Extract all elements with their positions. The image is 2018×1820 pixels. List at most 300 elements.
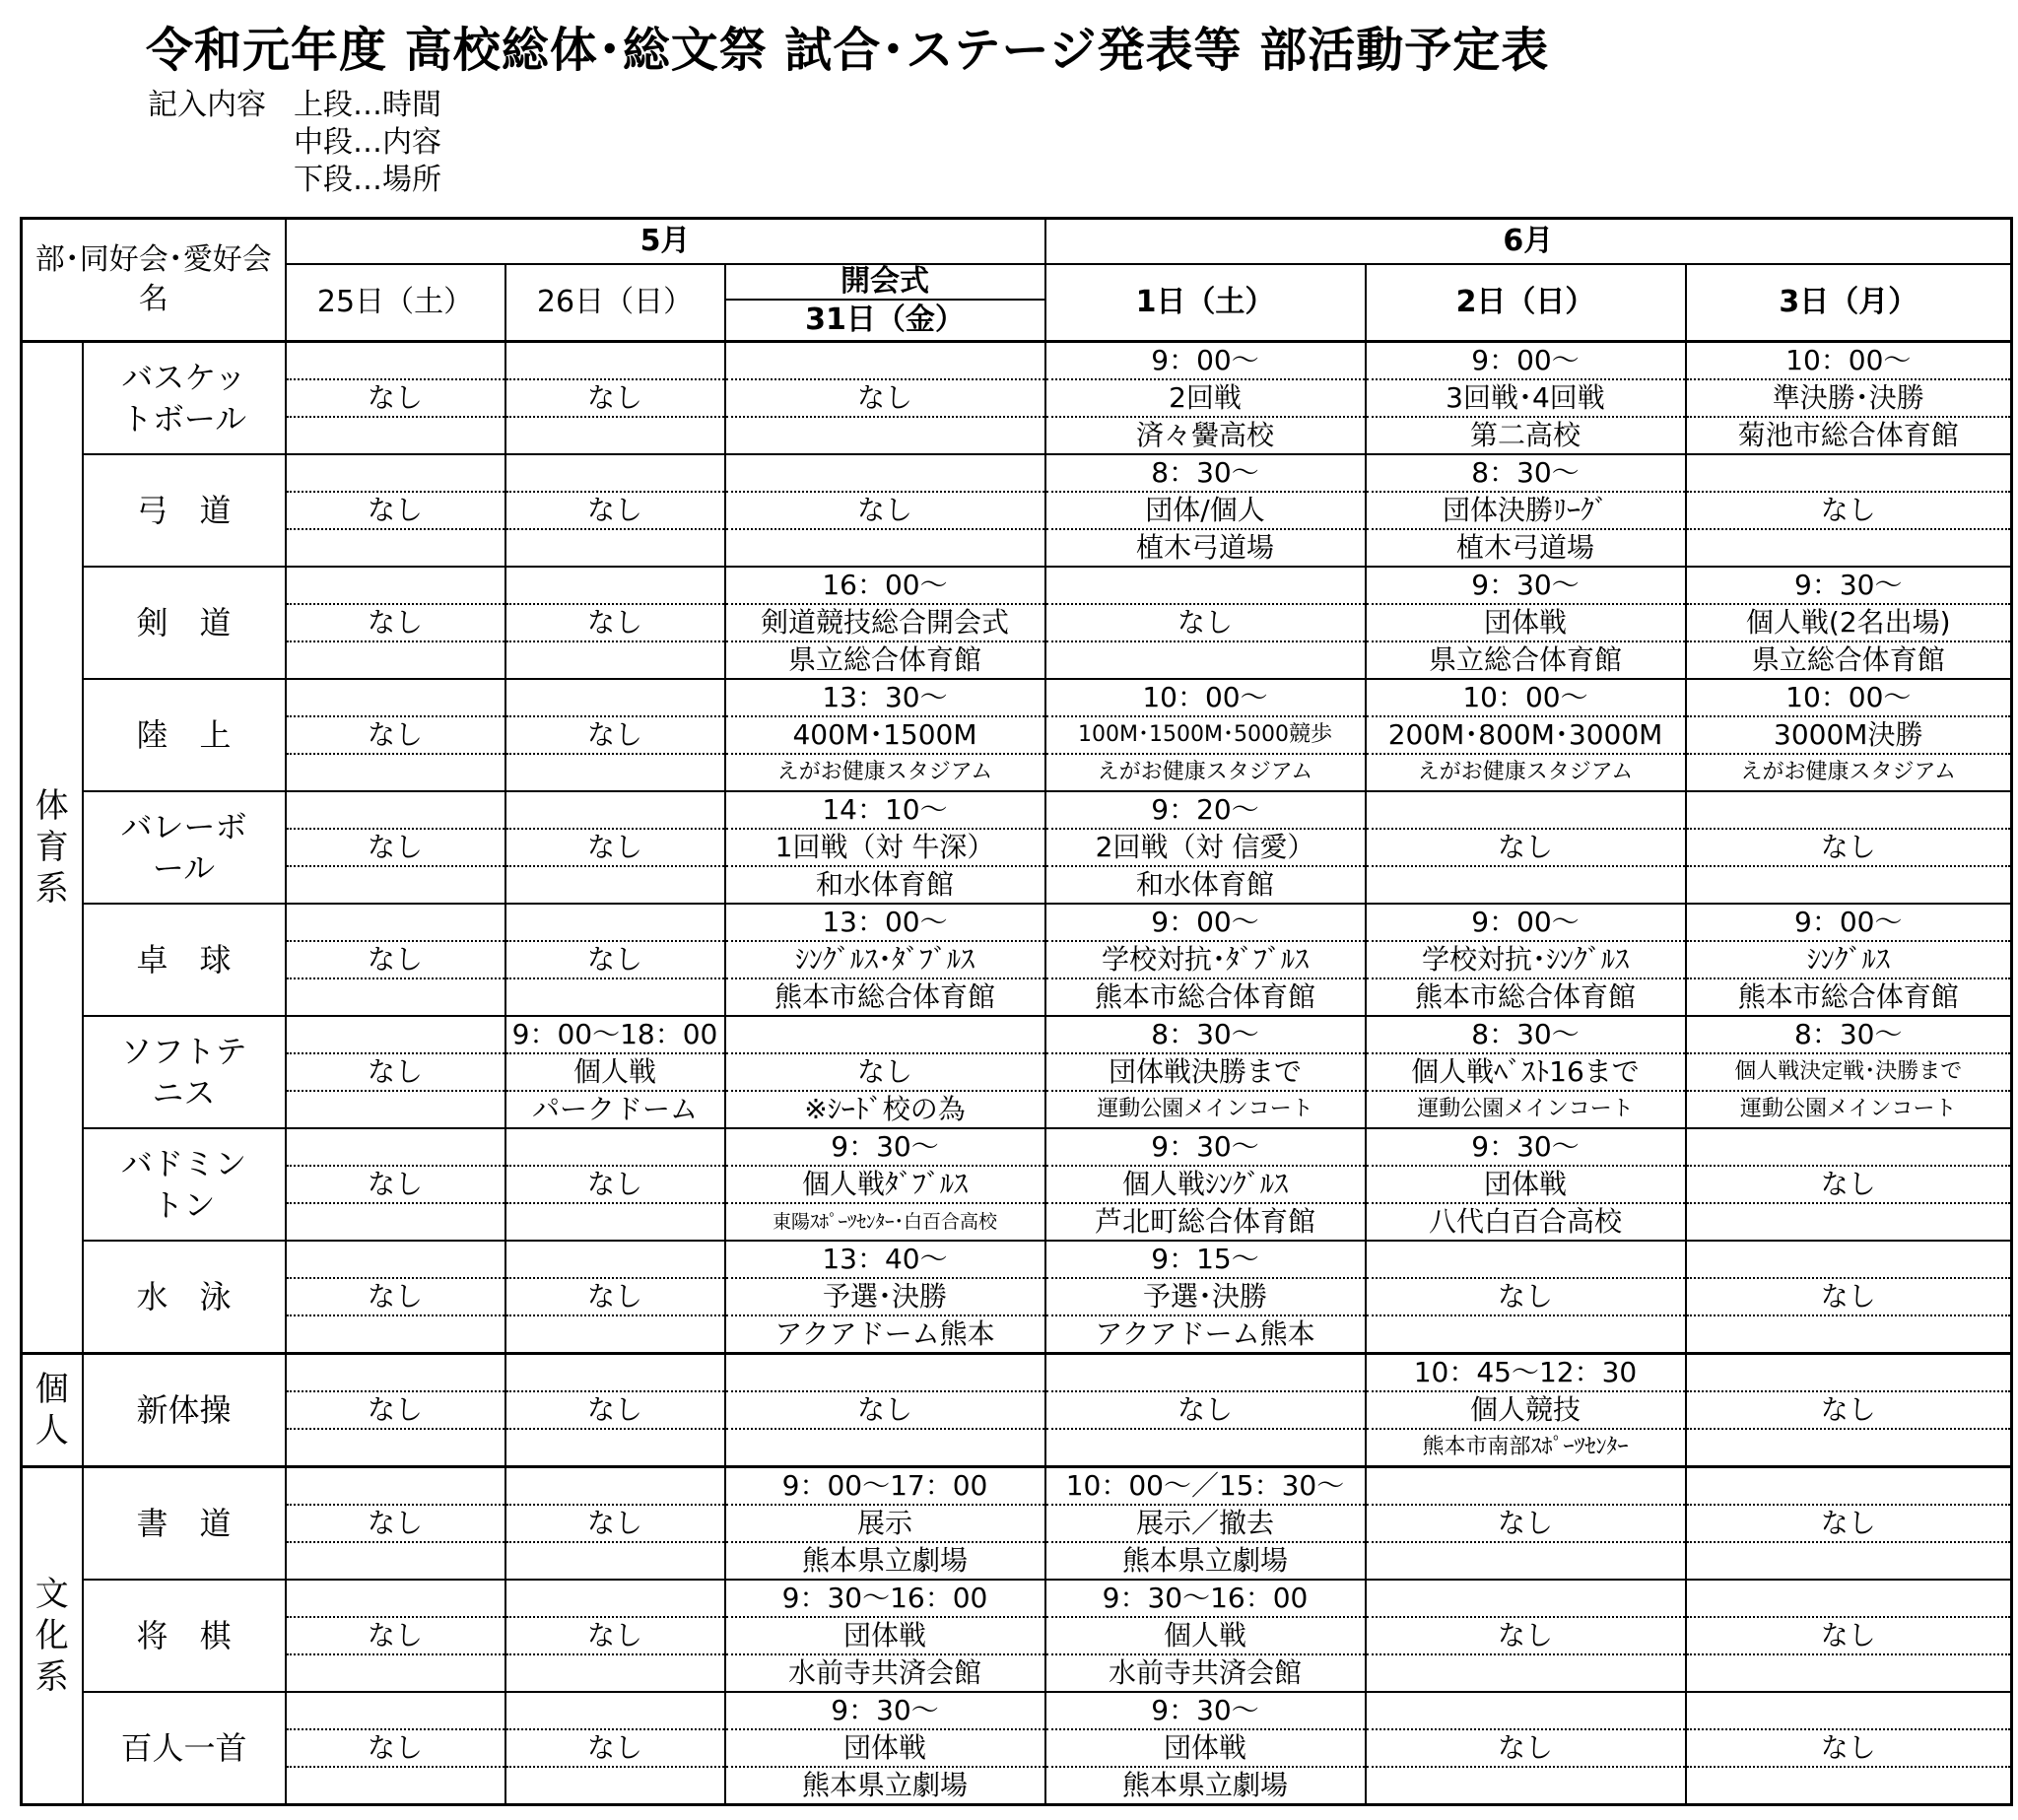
schedule-cell: 展示／撤去 <box>1045 1505 1366 1542</box>
schedule-cell <box>1686 866 2012 904</box>
schedule-cell <box>286 1315 505 1354</box>
schedule-cell: 9：00～ <box>1045 904 1366 941</box>
schedule-cell: 個人戦決定戦･決勝まで <box>1686 1053 2012 1091</box>
schedule-cell: パークドーム <box>505 1091 725 1128</box>
schedule-cell: 熊本県立劇場 <box>725 1542 1045 1580</box>
schedule-cell <box>725 1354 1045 1392</box>
schedule-cell <box>505 641 725 679</box>
schedule-cell: 3回戦･4回戦 <box>1366 379 1686 417</box>
table-row <box>22 941 2012 978</box>
schedule-cell <box>505 1241 725 1278</box>
schedule-cell: なし <box>1045 1391 1366 1429</box>
schedule-cell: なし <box>1366 1617 1686 1654</box>
schedule-cell: 13：30～ <box>725 679 1045 716</box>
schedule-cell <box>725 1016 1045 1053</box>
schedule-cell: アクアドーム熊本 <box>1045 1315 1366 1354</box>
schedule-cell: 東陽ｽﾎﾟｰﾂｾﾝﾀｰ･白百合高校 <box>725 1203 1045 1241</box>
header-month-may: 5月 <box>286 219 1045 265</box>
schedule-cell: なし <box>505 716 725 754</box>
schedule-cell: なし <box>286 1278 505 1315</box>
schedule-cell <box>505 1467 725 1506</box>
schedule-cell <box>286 1580 505 1617</box>
schedule-cell: なし <box>1366 1278 1686 1315</box>
table-row <box>22 1091 2012 1128</box>
schedule-cell: 個人戦(2名出場) <box>1686 604 2012 641</box>
schedule-cell: 9：30～16：00 <box>725 1580 1045 1617</box>
table-row <box>22 1128 2012 1166</box>
schedule-cell: 9：30～ <box>725 1692 1045 1729</box>
club-name: 書 道 <box>83 1467 286 1581</box>
table-row <box>22 1692 2012 1729</box>
legend-head: 記入内容 <box>148 88 266 122</box>
schedule-cell <box>286 1692 505 1729</box>
schedule-cell <box>505 1767 725 1805</box>
schedule-cell: 和水体育館 <box>725 866 1045 904</box>
schedule-cell: 県立総合体育館 <box>1366 641 1686 679</box>
table-row <box>22 1016 2012 1053</box>
table-row <box>22 1429 2012 1467</box>
schedule-cell: 熊本県立劇場 <box>725 1767 1045 1805</box>
schedule-cell <box>1686 1654 2012 1692</box>
table-row <box>22 829 2012 866</box>
schedule-cell <box>286 1091 505 1128</box>
schedule-cell <box>1686 1542 2012 1580</box>
schedule-cell <box>505 1692 725 1729</box>
schedule-cell: 植木弓道場 <box>1366 529 1686 567</box>
schedule-cell: 8：30～ <box>1686 1016 2012 1053</box>
schedule-cell: 1回戦（対 牛深） <box>725 829 1045 866</box>
table-row <box>22 1542 2012 1580</box>
header-day-1: 1日（土） <box>1045 264 1366 342</box>
schedule-cell: アクアドーム熊本 <box>725 1315 1045 1354</box>
schedule-cell <box>1686 454 2012 492</box>
schedule-cell: なし <box>505 379 725 417</box>
schedule-cell <box>286 454 505 492</box>
schedule-cell <box>1686 1580 2012 1617</box>
schedule-cell <box>1045 567 1366 604</box>
schedule-cell: 運動公園メインコート <box>1686 1091 2012 1128</box>
schedule-cell <box>1686 1203 2012 1241</box>
schedule-cell: なし <box>286 1166 505 1203</box>
schedule-cell: 熊本市総合体育館 <box>725 978 1045 1016</box>
category-cell <box>22 1467 83 1805</box>
schedule-cell: えがお健康スタジアム <box>725 754 1045 791</box>
schedule-cell: なし <box>725 379 1045 417</box>
schedule-cell: なし <box>1686 1505 2012 1542</box>
schedule-cell <box>1366 791 1686 829</box>
schedule-cell <box>505 679 725 716</box>
schedule-cell: 個人競技 <box>1366 1391 1686 1429</box>
schedule-cell: なし <box>725 1391 1045 1429</box>
schedule-cell: なし <box>1686 829 2012 866</box>
schedule-cell: 団体戦 <box>725 1729 1045 1767</box>
schedule-cell <box>505 342 725 380</box>
schedule-cell <box>286 978 505 1016</box>
schedule-cell <box>1686 1767 2012 1805</box>
schedule-cell: 八代白百合高校 <box>1366 1203 1686 1241</box>
club-name: 将 棋 <box>83 1580 286 1692</box>
schedule-cell: 400M･1500M <box>725 716 1045 754</box>
schedule-cell <box>1366 1315 1686 1354</box>
schedule-cell <box>725 342 1045 380</box>
schedule-cell <box>1045 1354 1366 1392</box>
table-row <box>22 342 2012 380</box>
schedule-cell: 植木弓道場 <box>1045 529 1366 567</box>
table-row <box>22 679 2012 716</box>
category-label: 体育系 <box>34 786 69 909</box>
club-name: ソフトテニス <box>83 1016 286 1128</box>
schedule-cell: 運動公園メインコート <box>1045 1091 1366 1128</box>
schedule-cell: 9：30～ <box>725 1128 1045 1166</box>
schedule-cell: 14：10～ <box>725 791 1045 829</box>
schedule-cell <box>286 791 505 829</box>
header-club-name: 部･同好会･愛好会名 <box>22 219 286 342</box>
table-row <box>22 1505 2012 1542</box>
table-row <box>22 754 2012 791</box>
schedule-cell <box>505 1429 725 1467</box>
schedule-cell: 10：00～ <box>1686 342 2012 380</box>
legend-item-bottom: 下段…場所 <box>294 163 441 197</box>
schedule-cell <box>286 866 505 904</box>
schedule-cell: なし <box>505 1617 725 1654</box>
schedule-cell <box>505 1315 725 1354</box>
schedule-cell: なし <box>505 941 725 978</box>
table-row <box>22 1315 2012 1354</box>
schedule-cell: なし <box>725 1053 1045 1091</box>
schedule-cell: 熊本市南部ｽﾎﾟｰﾂｾﾝﾀｰ <box>1366 1429 1686 1467</box>
schedule-cell: 10：00～ <box>1366 679 1686 716</box>
schedule-cell: えがお健康スタジアム <box>1366 754 1686 791</box>
page-title: 令和元年度 高校総体･総文祭 試合･ステージ発表等 部活動予定表 <box>146 23 1550 78</box>
schedule-cell: 芦北町総合体育館 <box>1045 1203 1366 1241</box>
schedule-cell: 13：40～ <box>725 1241 1045 1278</box>
schedule-cell <box>1686 1354 2012 1392</box>
header-day-25: 25日（土） <box>286 264 505 342</box>
schedule-cell <box>286 904 505 941</box>
schedule-cell: ｼﾝｸﾞﾙｽ <box>1686 941 2012 978</box>
schedule-cell <box>286 754 505 791</box>
schedule-cell <box>1366 1767 1686 1805</box>
schedule-cell: 済々黌高校 <box>1045 417 1366 454</box>
schedule-cell <box>505 417 725 454</box>
schedule-cell <box>286 417 505 454</box>
schedule-cell: 9：00～ <box>1366 342 1686 380</box>
schedule-cell: なし <box>286 492 505 529</box>
schedule-cell <box>286 1241 505 1278</box>
schedule-cell: 10：00～ <box>1686 679 2012 716</box>
schedule-cell <box>1686 1315 2012 1354</box>
table-row <box>22 978 2012 1016</box>
table-row <box>22 1166 2012 1203</box>
schedule-cell: 予選･決勝 <box>725 1278 1045 1315</box>
schedule-cell: ※ｼｰﾄﾞ校の為 <box>725 1091 1045 1128</box>
schedule-cell: 和水体育館 <box>1045 866 1366 904</box>
table-row <box>22 1354 2012 1392</box>
schedule-cell: 9：30～ <box>1366 567 1686 604</box>
club-name: バレーボール <box>83 791 286 904</box>
schedule-cell: 団体/個人 <box>1045 492 1366 529</box>
schedule-cell: 10：00～ <box>1045 679 1366 716</box>
schedule-cell: なし <box>1366 829 1686 866</box>
schedule-cell: 運動公園メインコート <box>1366 1091 1686 1128</box>
schedule-cell <box>286 1203 505 1241</box>
schedule-cell <box>505 529 725 567</box>
table-row <box>22 567 2012 604</box>
schedule-cell: 熊本市総合体育館 <box>1366 978 1686 1016</box>
schedule-cell <box>286 1542 505 1580</box>
schedule-cell <box>286 1016 505 1053</box>
table-row <box>22 1053 2012 1091</box>
table-row <box>22 492 2012 529</box>
schedule-cell: 9：30～ <box>1686 567 2012 604</box>
schedule-cell: 9：30～ <box>1366 1128 1686 1166</box>
schedule-cell <box>1366 1467 1686 1506</box>
table-row <box>22 604 2012 641</box>
schedule-cell: なし <box>1686 1278 2012 1315</box>
schedule-cell: 個人戦ｼﾝｸﾞﾙｽ <box>1045 1166 1366 1203</box>
header-day-2: 2日（日） <box>1366 264 1686 342</box>
schedule-cell <box>505 1128 725 1166</box>
club-name: バドミントン <box>83 1128 286 1241</box>
club-name: 卓 球 <box>83 904 286 1016</box>
schedule-cell: 県立総合体育館 <box>725 641 1045 679</box>
table-row <box>22 417 2012 454</box>
schedule-cell: 水前寺共済会館 <box>1045 1654 1366 1692</box>
table-row <box>22 716 2012 754</box>
schedule-cell <box>1045 641 1366 679</box>
schedule-cell: 10：00～／15：30～ <box>1045 1467 1366 1506</box>
schedule-cell <box>286 641 505 679</box>
table-row <box>22 454 2012 492</box>
table-row <box>22 641 2012 679</box>
schedule-cell <box>505 791 725 829</box>
schedule-cell: なし <box>1045 604 1366 641</box>
schedule-cell: 予選･決勝 <box>1045 1278 1366 1315</box>
schedule-cell: なし <box>1686 492 2012 529</box>
schedule-cell: 9：30～ <box>1045 1692 1366 1729</box>
schedule-cell: 菊池市総合体育館 <box>1686 417 2012 454</box>
schedule-cell: 個人戦ﾍﾞｽﾄ16まで <box>1366 1053 1686 1091</box>
schedule-cell: 100M･1500M･5000競歩 <box>1045 716 1366 754</box>
schedule-cell: 16：00～ <box>725 567 1045 604</box>
schedule-cell: えがお健康スタジアム <box>1045 754 1366 791</box>
schedule-cell: 200M･800M･3000M <box>1366 716 1686 754</box>
table-row <box>22 1278 2012 1315</box>
schedule-cell <box>505 567 725 604</box>
table-row <box>22 866 2012 904</box>
club-name: バスケットボール <box>83 342 286 455</box>
schedule-cell: なし <box>286 1053 505 1091</box>
schedule-cell <box>1366 1580 1686 1617</box>
club-name: 水 泳 <box>83 1241 286 1354</box>
category-cell <box>22 342 83 1354</box>
schedule-cell <box>1686 529 2012 567</box>
table-row <box>22 1729 2012 1767</box>
schedule-cell: 団体戦 <box>1366 1166 1686 1203</box>
schedule-cell: 9：30～16：00 <box>1045 1580 1366 1617</box>
schedule-cell <box>286 1654 505 1692</box>
schedule-cell: 9：00～ <box>1686 904 2012 941</box>
schedule-cell: なし <box>1686 1729 2012 1767</box>
header-day-3: 3日（月） <box>1686 264 2012 342</box>
schedule-cell: なし <box>505 1729 725 1767</box>
club-name: 百人一首 <box>83 1692 286 1805</box>
table-row <box>22 1203 2012 1241</box>
category-label: 個人 <box>34 1370 69 1450</box>
category-cell <box>22 1354 83 1467</box>
table-row <box>22 379 2012 417</box>
schedule-cell <box>505 1580 725 1617</box>
schedule-cell: なし <box>725 492 1045 529</box>
table-row <box>22 1654 2012 1692</box>
schedule-cell <box>725 1429 1045 1467</box>
legend-item-top: 上段…時間 <box>294 88 441 122</box>
schedule-cell: なし <box>286 1729 505 1767</box>
category-label: 文化系 <box>34 1575 69 1697</box>
schedule-cell <box>286 1354 505 1392</box>
header-day-26: 26日（日） <box>505 264 725 342</box>
schedule-cell: 熊本県立劇場 <box>1045 1542 1366 1580</box>
schedule-cell <box>1366 1542 1686 1580</box>
schedule-cell: なし <box>505 829 725 866</box>
schedule-cell: 団体戦 <box>1366 604 1686 641</box>
header-opening-ceremony: 開会式 <box>725 264 1045 300</box>
schedule-table <box>20 217 2013 1806</box>
schedule-cell: 9：00～ <box>1045 342 1366 380</box>
schedule-cell: 個人戦 <box>1045 1617 1366 1654</box>
legend-item-middle: 中段…内容 <box>294 125 441 160</box>
schedule-cell: 第二高校 <box>1366 417 1686 454</box>
schedule-cell: なし <box>1686 1617 2012 1654</box>
schedule-cell: 9：00～17：00 <box>725 1467 1045 1506</box>
schedule-cell: 団体戦 <box>725 1617 1045 1654</box>
schedule-cell <box>286 1467 505 1506</box>
schedule-cell: 学校対抗･ｼﾝｸﾞﾙｽ <box>1366 941 1686 978</box>
schedule-cell: なし <box>1686 1391 2012 1429</box>
schedule-cell <box>505 1354 725 1392</box>
schedule-cell <box>505 754 725 791</box>
club-name: 剣 道 <box>83 567 286 679</box>
schedule-cell: えがお健康スタジアム <box>1686 754 2012 791</box>
schedule-cell: 熊本市総合体育館 <box>1045 978 1366 1016</box>
header-month-june: 6月 <box>1045 219 2012 265</box>
table-row <box>22 791 2012 829</box>
schedule-cell <box>1686 1128 2012 1166</box>
schedule-cell: 2回戦 <box>1045 379 1366 417</box>
schedule-cell <box>1686 1692 2012 1729</box>
schedule-cell: 水前寺共済会館 <box>725 1654 1045 1692</box>
schedule-cell: なし <box>286 941 505 978</box>
schedule-cell: 10：45～12：30 <box>1366 1354 1686 1392</box>
schedule-cell: 13：00～ <box>725 904 1045 941</box>
schedule-cell: なし <box>505 492 725 529</box>
schedule-cell: 熊本県立劇場 <box>1045 1767 1366 1805</box>
schedule-cell: 個人戦 <box>505 1053 725 1091</box>
schedule-cell <box>505 454 725 492</box>
schedule-cell: 個人戦ﾀﾞﾌﾞﾙｽ <box>725 1166 1045 1203</box>
schedule-cell <box>286 1128 505 1166</box>
schedule-cell: なし <box>505 1278 725 1315</box>
schedule-cell <box>286 679 505 716</box>
schedule-cell: なし <box>286 829 505 866</box>
schedule-cell: 3000M決勝 <box>1686 716 2012 754</box>
schedule-cell <box>1366 866 1686 904</box>
schedule-cell: なし <box>505 604 725 641</box>
schedule-cell: 展示 <box>725 1505 1045 1542</box>
schedule-cell: なし <box>286 379 505 417</box>
schedule-cell: なし <box>505 1391 725 1429</box>
schedule-cell <box>505 1654 725 1692</box>
schedule-cell <box>286 342 505 380</box>
schedule-cell: なし <box>1366 1729 1686 1767</box>
schedule-cell: なし <box>286 716 505 754</box>
schedule-cell: 8：30～ <box>1045 454 1366 492</box>
schedule-cell <box>725 454 1045 492</box>
schedule-cell <box>1366 1692 1686 1729</box>
schedule-cell: なし <box>505 1166 725 1203</box>
schedule-cell: 県立総合体育館 <box>1686 641 2012 679</box>
schedule-cell: なし <box>1366 1505 1686 1542</box>
schedule-cell: 学校対抗･ﾀﾞﾌﾞﾙｽ <box>1045 941 1366 978</box>
schedule-cell <box>505 866 725 904</box>
club-name: 陸 上 <box>83 679 286 791</box>
schedule-cell: 熊本市総合体育館 <box>1686 978 2012 1016</box>
schedule-cell: 準決勝･決勝 <box>1686 379 2012 417</box>
table-row <box>22 1467 2012 1506</box>
schedule-cell <box>1686 1429 2012 1467</box>
schedule-cell: 団体戦 <box>1045 1729 1366 1767</box>
table-row <box>22 904 2012 941</box>
schedule-cell <box>286 1767 505 1805</box>
schedule-cell <box>286 529 505 567</box>
schedule-cell <box>1686 1241 2012 1278</box>
schedule-cell: 9：00～18：00 <box>505 1016 725 1053</box>
schedule-cell: 団体決勝ﾘｰｸﾞ <box>1366 492 1686 529</box>
schedule-cell <box>505 1203 725 1241</box>
schedule-cell <box>1366 1654 1686 1692</box>
club-name: 弓 道 <box>83 454 286 567</box>
schedule-cell <box>505 1542 725 1580</box>
schedule-cell: 団体戦決勝まで <box>1045 1053 1366 1091</box>
schedule-cell <box>505 904 725 941</box>
table-row <box>22 1241 2012 1278</box>
header-day-31: 31日（金） <box>725 300 1045 342</box>
table-row <box>22 1580 2012 1617</box>
club-name: 新体操 <box>83 1354 286 1467</box>
schedule-cell: 剣道競技総合開会式 <box>725 604 1045 641</box>
schedule-cell: なし <box>286 1505 505 1542</box>
schedule-cell: 8：30～ <box>1366 1016 1686 1053</box>
table-row <box>22 1391 2012 1429</box>
table-row <box>22 1767 2012 1805</box>
schedule-cell <box>725 529 1045 567</box>
schedule-cell: なし <box>1686 1166 2012 1203</box>
schedule-cell <box>1686 791 2012 829</box>
schedule-cell: 9：30～ <box>1045 1128 1366 1166</box>
schedule-cell: 8：30～ <box>1045 1016 1366 1053</box>
schedule-cell <box>725 417 1045 454</box>
schedule-cell: 2回戦（対 信愛） <box>1045 829 1366 866</box>
schedule-cell: 9：00～ <box>1366 904 1686 941</box>
schedule-cell <box>286 567 505 604</box>
schedule-cell: 9：20～ <box>1045 791 1366 829</box>
schedule-cell: 8：30～ <box>1366 454 1686 492</box>
schedule-cell: なし <box>505 1505 725 1542</box>
schedule-cell <box>1686 1467 2012 1506</box>
schedule-cell: なし <box>286 1391 505 1429</box>
schedule-cell: 9：15～ <box>1045 1241 1366 1278</box>
schedule-cell: なし <box>286 604 505 641</box>
